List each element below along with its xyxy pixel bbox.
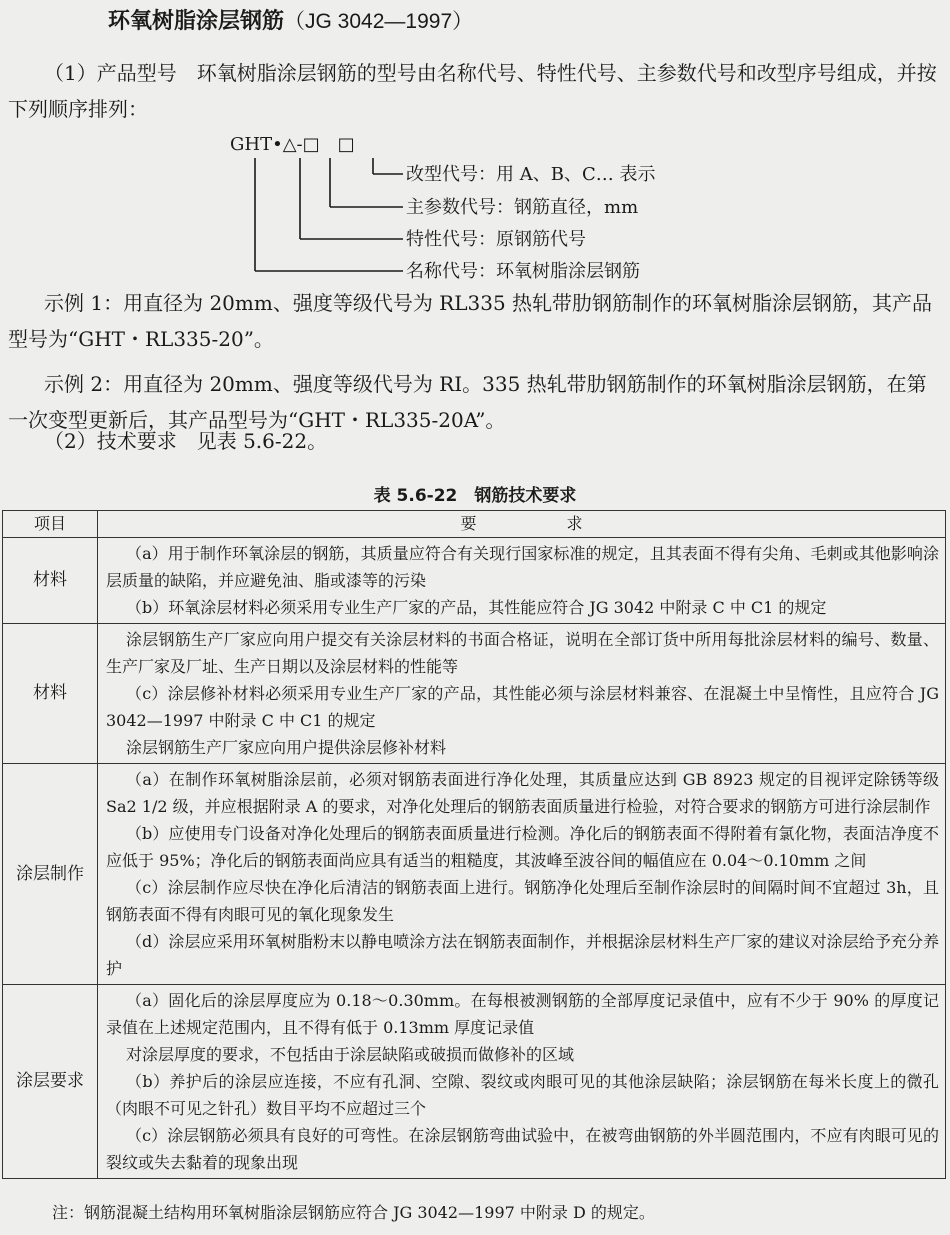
table-header-row (3, 511, 946, 538)
label-characteristic-code: 特性代号：原钢筋代号 (406, 229, 586, 250)
requirement-line: 涂层钢筋生产厂家应向用户提供涂层修补材料 (126, 738, 447, 757)
row-item-label: 材料 (3, 538, 98, 624)
requirement-line: 对涂层厚度的要求，不包括由于涂层缺陷或破损而做修补的区域 (126, 1045, 575, 1064)
paragraph-technical-requirements: （2）技术要求 见表 5.6-22。 (44, 429, 328, 453)
example-1: 示例 1：用直径为 20mm、强度等级代号为 RL335 热轧带肋钢筋制作的环氧树脂涂层钢筋，其产品型号为“GHT・RL335-20”。 (8, 291, 933, 351)
header-requirement: 要求 (98, 511, 946, 538)
model-code: GHT•△-□ □ (230, 134, 355, 155)
requirements-table (2, 510, 946, 1179)
row-requirements (98, 538, 946, 624)
header-item: 项目 (3, 511, 98, 538)
table-row (3, 624, 946, 764)
row-item-label: 材料 (3, 624, 98, 764)
requirement-line: （d）涂层应采用环氧树脂粉末以静电喷涂方法在钢筋表面制作，并根据涂层材料生产厂家的建议对涂层给予充分养护 (106, 932, 939, 978)
label-name-code: 名称代号：环氧树脂涂层钢筋 (406, 261, 640, 282)
requirement-line: 涂层钢筋生产厂家应向用户提交有关涂层材料的书面合格证，说明在全部订货中所用每批涂层材料的编号、数量、生产厂家及厂址、生产日期以及涂层材料的性能等 (106, 630, 939, 676)
requirement-line: （a）固化后的涂层厚度应为 0.18～0.30mm。在每根被测钢筋的全部厚度记录值中，应有不少于 90% 的厚度记录值在上述规定范围内，且不得有低于 0.13mm 厚度记录值 (106, 991, 939, 1037)
table-row (3, 764, 946, 985)
requirement-line: （c）涂层修补材料必须采用专业生产厂家的产品，其性能必须与涂层材料兼容、在混凝土中呈惰性，且应符合 JG 3042—1997 中附录 C 中 C1 的规定 (106, 684, 939, 730)
table-row (3, 985, 946, 1179)
row-requirements (98, 624, 946, 764)
table-row (3, 538, 946, 624)
paragraph-product-model: （1）产品型号 环氧树脂涂层钢筋的型号由名称代号、特性代号、主参数代号和改型序号组成，并按下列顺序排列： (8, 61, 937, 121)
row-item-label: 涂层要求 (3, 985, 98, 1179)
row-requirements (98, 985, 946, 1179)
model-code-diagram (220, 128, 700, 288)
requirement-line: （a）在制作环氧树脂涂层前，必须对钢筋表面进行净化处理，其质量应达到 GB 8923 规定的目视评定除锈等级 Sa2 1/2 级，并应根据附录 A 的要求，对净化处理后的钢筋表面质量进行检验，对符合要求的钢筋方可进行涂层制作 (106, 770, 939, 816)
row-requirements (98, 764, 946, 985)
title-standard: （JG 3042—1997） (284, 10, 474, 33)
requirement-line: （b）养护后的涂层应连接，不应有孔洞、空隙、裂纹或肉眼可见的其他涂层缺陷；涂层钢筋在每米长度上的微孔（肉眼不可见之针孔）数目平均不应超过三个 (106, 1072, 939, 1118)
requirement-line: （b）应使用专门设备对净化处理后的钢筋表面质量进行检测。净化后的钢筋表面不得附着有氯化物，表面洁净度不应低于 95%；净化后的钢筋表面尚应具有适当的粗糙度，其波峰至波谷间的幅值应在 0.04～0.10mm 之间 (106, 824, 939, 870)
label-main-parameter-code: 主参数代号：钢筋直径，mm (406, 197, 639, 218)
example-2: 示例 2：用直径为 20mm、强度等级代号为 RI。335 热轧带肋钢筋制作的环氧树脂涂层钢筋，在第一次变型更新后，其产品型号为“GHT・RL335-20A”。 (8, 372, 927, 432)
table-note: 注：钢筋混凝土结构用环氧树脂涂层钢筋应符合 JG 3042—1997 中附录 D 的规定。 (52, 1203, 655, 1222)
title-main: 环氧树脂涂层钢筋 (108, 9, 285, 34)
table-caption: 表 5.6-22 钢筋技术要求 (373, 486, 577, 506)
label-modification-code: 改型代号：用 A、B、C… 表示 (406, 164, 656, 185)
section-title (108, 4, 473, 35)
requirement-line: （c）涂层钢筋必须具有良好的可弯性。在涂层钢筋弯曲试验中，在被弯曲钢筋的外半圆范围内，不应有肉眼可见的裂纹或失去黏着的现象出现 (106, 1126, 939, 1172)
requirement-line: （c）涂层制作应尽快在净化后清洁的钢筋表面上进行。钢筋净化处理后至制作涂层时的间隔时间不宜超过 3h，且钢筋表面不得有肉眼可见的氧化现象发生 (106, 878, 939, 924)
requirement-line: （a）用于制作环氧涂层的钢筋，其质量应符合有关现行国家标准的规定，且其表面不得有尖角、毛刺或其他影响涂层质量的缺陷，并应避免油、脂或漆等的污染 (106, 544, 939, 590)
requirement-line: （b）环氧涂层材料必须采用专业生产厂家的产品，其性能应符合 JG 3042 中附录 C 中 C1 的规定 (126, 598, 827, 617)
row-item-label: 涂层制作 (3, 764, 98, 985)
